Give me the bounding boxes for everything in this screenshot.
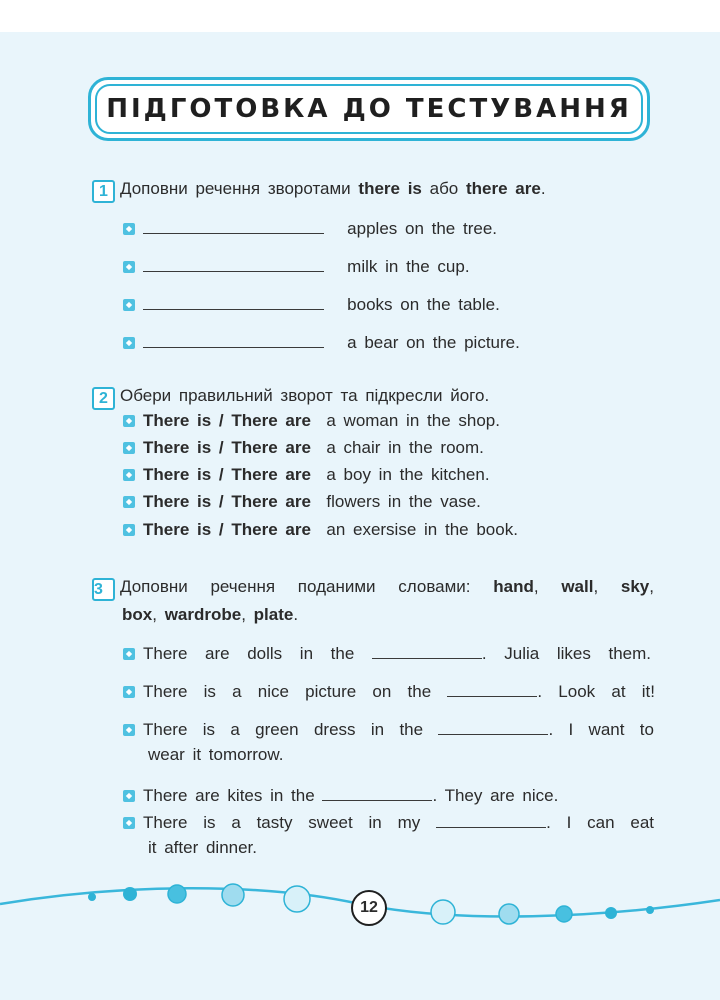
bullet-icon bbox=[123, 223, 135, 235]
bullet-icon bbox=[123, 686, 135, 698]
answer-blank[interactable] bbox=[447, 679, 537, 697]
list-item: There is a nice picture on the . Look at it! bbox=[123, 679, 655, 702]
bullet-icon bbox=[123, 337, 135, 349]
list-item: books on the table. bbox=[123, 292, 500, 315]
bullet-icon bbox=[123, 648, 135, 660]
bullet-icon bbox=[123, 299, 135, 311]
task-number: 3 bbox=[92, 578, 115, 601]
list-item: a bear on the picture. bbox=[123, 330, 520, 353]
choice-option[interactable]: There is / There are bbox=[143, 411, 311, 430]
page-number: 12 bbox=[351, 890, 387, 926]
bullet-icon bbox=[123, 261, 135, 273]
bullet-icon bbox=[123, 496, 135, 508]
bullet-icon bbox=[123, 724, 135, 736]
choice-option[interactable]: There is / There are bbox=[143, 492, 311, 511]
answer-blank[interactable] bbox=[322, 783, 432, 801]
task-number: 2 bbox=[92, 387, 115, 410]
list-item: There is / There are a boy in the kitchen. bbox=[123, 465, 490, 485]
list-item: apples on the tree. bbox=[123, 216, 497, 239]
bullet-icon bbox=[123, 415, 135, 427]
task-1-instruction: 1 Доповни речення зворотами there is або there are. bbox=[92, 175, 546, 203]
list-item: There is / There are an exersise in the book. bbox=[123, 520, 518, 540]
answer-blank[interactable] bbox=[436, 810, 546, 828]
list-item: There are kites in the . They are nice. bbox=[123, 783, 558, 806]
bullet-icon bbox=[123, 469, 135, 481]
choice-option[interactable]: There is / There are bbox=[143, 520, 311, 539]
choice-option[interactable]: There is / There are bbox=[143, 465, 311, 484]
list-item: milk in the cup. bbox=[123, 254, 470, 277]
bullet-icon bbox=[123, 442, 135, 454]
task-2-instruction: 2 Обери правильний зворот та підкресли його. bbox=[92, 382, 489, 410]
title-box bbox=[88, 77, 650, 141]
answer-blank[interactable] bbox=[143, 254, 324, 272]
task-3-instruction: 3 Доповни речення поданими словами: hand, wall, sky, box, wardrobe, plate. bbox=[94, 577, 654, 624]
list-item: There is / There are a chair in the room. bbox=[123, 438, 484, 458]
list-item: There is / There are flowers in the vase. bbox=[123, 492, 481, 512]
answer-blank[interactable] bbox=[143, 292, 324, 310]
bullet-icon bbox=[123, 817, 135, 829]
page-title: ПІДГОТОВКА ДО ТЕСТУВАННЯ bbox=[106, 94, 632, 124]
answer-blank[interactable] bbox=[143, 216, 324, 234]
bullet-icon bbox=[123, 524, 135, 536]
bullet-icon bbox=[123, 790, 135, 802]
list-item: There are dolls in the . Julia likes them. bbox=[123, 641, 651, 664]
answer-blank[interactable] bbox=[372, 641, 482, 659]
task-number: 1 bbox=[92, 180, 115, 203]
choice-option[interactable]: There is / There are bbox=[143, 438, 311, 457]
list-item: There is a green dress in the . I want to wear it tomorrow. bbox=[123, 717, 654, 770]
answer-blank[interactable] bbox=[143, 330, 324, 348]
answer-blank[interactable] bbox=[438, 717, 548, 735]
list-item: There is a tasty sweet in my . I can eat it after dinner. bbox=[123, 810, 654, 863]
list-item: There is / There are a woman in the shop. bbox=[123, 411, 500, 431]
